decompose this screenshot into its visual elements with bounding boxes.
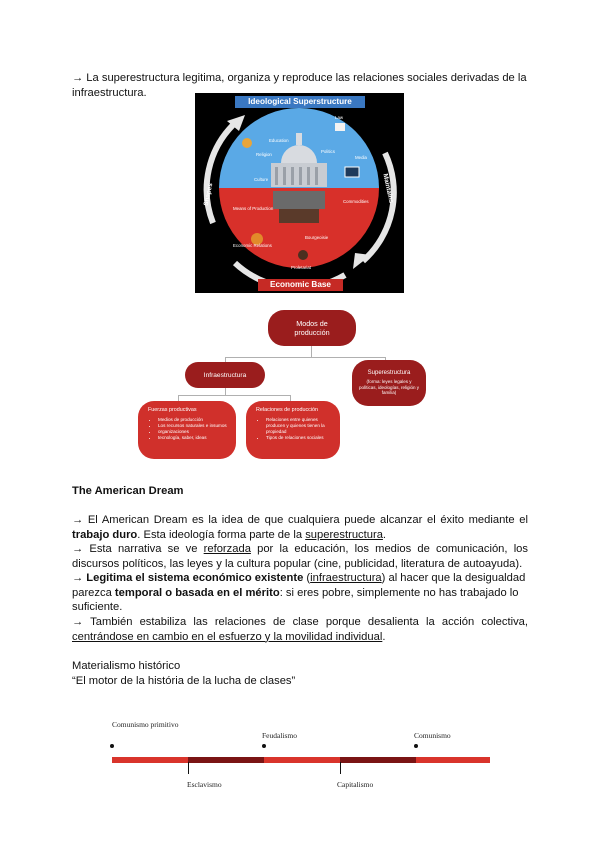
timeline-bar-seg5 bbox=[416, 757, 490, 763]
marker-dot bbox=[262, 744, 266, 748]
american-dream-p4 bbox=[72, 615, 528, 644]
materialismo-title: Materialismo histórico bbox=[72, 660, 181, 672]
timeline-bar-seg1 bbox=[112, 757, 188, 763]
text-span: por la educación, los medios de comunicación, los discursos políticos, las leyes y la cultura popular (cine, publicidad, literatura de autoayuda). bbox=[72, 543, 528, 570]
label-commodities: Commodities bbox=[343, 199, 369, 204]
stage-comunismo-primitivo: Comunismo primitivo bbox=[112, 720, 179, 729]
text-span: . bbox=[382, 630, 386, 643]
list-item: • Medios de producción bbox=[158, 417, 227, 423]
relaciones-produccion-title: Relaciones de producción bbox=[256, 407, 319, 413]
factory bbox=[273, 191, 325, 209]
list-item: • tecnología, saber, ideas bbox=[158, 435, 227, 441]
list-item: • Los recursos naturales e insumos bbox=[158, 423, 227, 429]
religion-icon bbox=[242, 138, 252, 148]
marker-tick bbox=[188, 762, 189, 774]
text-span: . bbox=[382, 528, 387, 541]
american-dream-p3 bbox=[72, 571, 528, 615]
media-icon bbox=[345, 167, 359, 177]
superestructura-sub: (forma: leyes legales y políticas, ideologías, religión y familia) bbox=[358, 379, 420, 396]
infraestructura-node: Infraestructura bbox=[185, 362, 265, 388]
timeline-bar-seg3 bbox=[264, 757, 340, 763]
label-bourgeoisie: Bourgeoisie bbox=[305, 235, 329, 240]
superestructura-title: Superestructura bbox=[367, 370, 411, 377]
relaciones-produccion-node bbox=[246, 401, 340, 459]
list-item: • Tipos de relaciones sociales bbox=[266, 435, 332, 441]
timeline-bar-seg4 bbox=[340, 757, 416, 763]
maintains-arrowhead bbox=[353, 253, 371, 269]
fuerzas-productivas-list bbox=[146, 417, 227, 441]
relaciones-produccion-list bbox=[254, 417, 332, 441]
marker-dot bbox=[110, 744, 114, 748]
fuerzas-productivas-title: Fuerzas productivas bbox=[148, 407, 197, 413]
american-dream-heading: The American Dream bbox=[72, 485, 184, 497]
factory-pipes bbox=[279, 209, 319, 223]
label-proletariat: Proletariat bbox=[291, 265, 312, 270]
american-dream-p1 bbox=[72, 513, 528, 542]
arrow-glyph: → bbox=[72, 616, 84, 628]
capitol-spire bbox=[296, 133, 302, 145]
marker-dot bbox=[414, 744, 418, 748]
label-culture: Culture bbox=[254, 177, 269, 182]
stage-capitalismo: Capitalismo bbox=[337, 780, 374, 789]
text-span: El American Dream es la idea de que cualquiera puede alcanzar el éxito mediante el bbox=[87, 514, 528, 526]
intro-text: La superestructura legitima, organiza y reproduce las relaciones sociales derivadas de la infraestructura. bbox=[72, 72, 527, 99]
arrow-glyph: → bbox=[72, 514, 84, 526]
connector-horizontal-bottom bbox=[178, 395, 290, 396]
link-reforzada[interactable]: reforzada bbox=[203, 543, 251, 555]
materialismo-quote: “El motor de la história de la lucha de clases” bbox=[72, 675, 296, 687]
superstructure-banner: Ideological Superstructure bbox=[235, 96, 365, 108]
arrow-glyph: → bbox=[72, 72, 84, 84]
connector-horizontal-top bbox=[225, 357, 385, 358]
label-religion: Religion bbox=[256, 152, 272, 157]
stage-feudalismo: Feudalismo bbox=[262, 731, 297, 740]
text-span: : si eres pobre, simplemente no has trabajado lo suficiente. bbox=[72, 586, 519, 614]
timeline-bar-seg2 bbox=[188, 757, 264, 763]
stage-comunismo: Comunismo bbox=[414, 731, 451, 740]
bold-span: trabajo duro bbox=[72, 528, 138, 541]
connector-root-down bbox=[311, 345, 312, 357]
label-politics: Politics bbox=[321, 149, 335, 154]
label-law: Law bbox=[335, 115, 344, 120]
superstructure-base-diagram bbox=[195, 93, 404, 293]
list-item: • Relaciones entre quienes producen y quienes tienen la propiedad bbox=[266, 417, 332, 435]
label-economic-relations: Economic Relations bbox=[233, 243, 272, 248]
list-item: • organizaciones bbox=[158, 429, 227, 435]
economic-base-banner: Economic Base bbox=[258, 279, 343, 291]
text-span: Esta narrativa se ve bbox=[89, 543, 204, 555]
link-infraestructura[interactable]: infraestructura bbox=[310, 572, 382, 584]
maintains-label: Maintains bbox=[381, 173, 395, 204]
label-education: Education bbox=[269, 138, 289, 143]
arrow-glyph: → bbox=[72, 572, 84, 584]
text-span: . Esta ideología forma parte de la bbox=[137, 528, 306, 541]
marker-tick bbox=[340, 762, 341, 774]
root-node: Modos de producción bbox=[268, 310, 356, 346]
superstructure-diagram-svg bbox=[195, 93, 404, 293]
bold-span: temporal o basada en el mérito bbox=[114, 586, 280, 599]
fuerzas-productivas-node bbox=[138, 401, 236, 459]
label-media: Media bbox=[355, 155, 367, 160]
superestructura-node bbox=[352, 360, 426, 406]
label-means-of-production: Means of Production bbox=[233, 206, 274, 211]
american-dream-p2 bbox=[72, 542, 528, 571]
proletariat-icon bbox=[298, 250, 308, 260]
bold-span: Legitima el sistema económico existente bbox=[86, 572, 304, 584]
arrow-glyph: → bbox=[72, 543, 84, 555]
link-esfuerzo-individual[interactable]: centrándose en cambio en el esfuerzo y la movilidad individual bbox=[72, 630, 383, 643]
law-icon bbox=[335, 123, 345, 131]
connector-infra-down bbox=[225, 387, 226, 395]
stage-esclavismo: Esclavismo bbox=[187, 780, 222, 789]
text-span: También estabiliza las relaciones de clase porque desalienta la acción colectiva, bbox=[90, 616, 528, 628]
text-span: ) al hacer que la desigualdad parezca bbox=[72, 572, 526, 599]
link-superestructura[interactable]: superestructura bbox=[305, 528, 383, 541]
text-span: ( bbox=[303, 572, 311, 584]
shapes-label: Shapes bbox=[202, 182, 215, 207]
